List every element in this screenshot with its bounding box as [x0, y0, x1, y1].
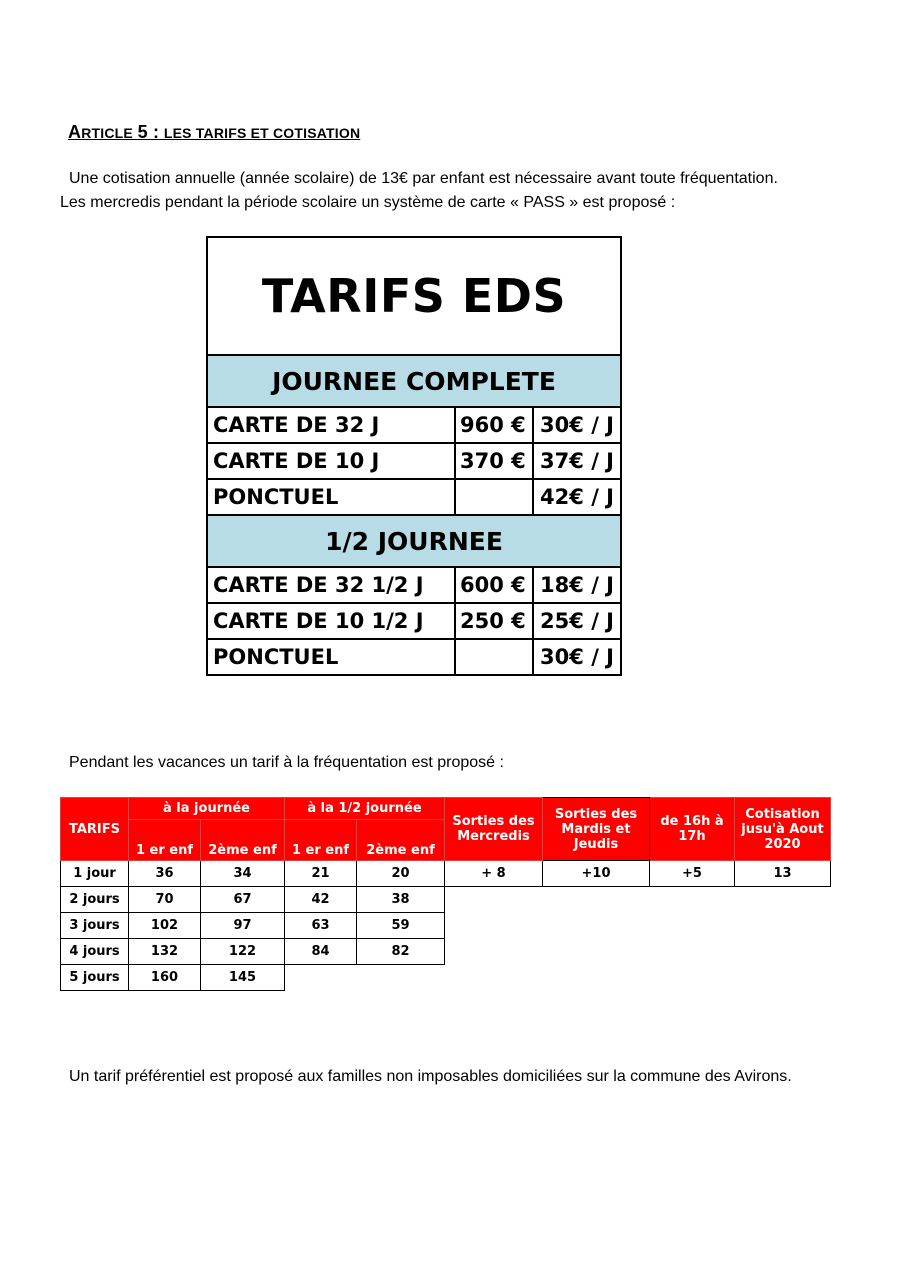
table-row [207, 443, 621, 479]
header-16h-17h: de 16h à 17h [650, 798, 735, 861]
table-row [207, 479, 621, 515]
section-journee-complete: JOURNEE COMPLETE [207, 355, 621, 407]
article-subject: LES TARIFS ET COTISATION [163, 125, 361, 141]
cell-cotisation: 13 [735, 861, 831, 887]
row-price: 250 € [455, 603, 533, 639]
header-cotisation: Cotisation jusu'à Aout 2020 [735, 798, 831, 861]
cell-journee-enf2: 145 [201, 965, 285, 991]
empty-cell [445, 939, 831, 965]
cell-demi-enf2: 82 [357, 939, 445, 965]
cotisation-paragraph: Une cotisation annuelle (année scolaire) de 13€ par enfant est nécessaire avant toute fréquentation. [69, 170, 778, 187]
empty-cell [445, 887, 831, 913]
table-row [61, 965, 831, 991]
row-label: 1 jour [61, 861, 129, 887]
header-demi-enf1: 1 er enf [285, 820, 357, 861]
row-price [455, 479, 533, 515]
cell-journee-enf2: 67 [201, 887, 285, 913]
table-row [61, 887, 831, 913]
cell-journee-enf2: 97 [201, 913, 285, 939]
cell-sorties-mardis: +10 [543, 861, 650, 887]
vacances-tarifs-table [60, 797, 831, 991]
row-label: 5 jours [61, 965, 129, 991]
article-prefix-rest: RTICLE [81, 125, 133, 141]
row-per-day: 25€ / J [533, 603, 621, 639]
row-label: CARTE DE 10 1/2 J [207, 603, 455, 639]
header-journee-enf1: 1 er enf [129, 820, 201, 861]
row-label: 3 jours [61, 913, 129, 939]
section-demi-journee: 1/2 JOURNEE [207, 515, 621, 567]
article-prefix-initial: A [68, 122, 82, 142]
cell-journee-enf1: 70 [129, 887, 201, 913]
vacances-paragraph: Pendant les vacances un tarif à la fréquentation est proposé : [69, 754, 504, 771]
row-price: 960 € [455, 407, 533, 443]
row-per-day: 18€ / J [533, 567, 621, 603]
cell-demi-enf1: 42 [285, 887, 357, 913]
table-row [207, 603, 621, 639]
empty-cell [285, 965, 831, 991]
row-label: CARTE DE 10 J [207, 443, 455, 479]
cell-demi-enf1: 84 [285, 939, 357, 965]
row-price: 600 € [455, 567, 533, 603]
table-row [207, 407, 621, 443]
table-row [207, 567, 621, 603]
tarif-preferentiel-paragraph: Un tarif préférentiel est proposé aux familles non imposables domiciliées sur la commune des Avirons. [69, 1068, 792, 1085]
cell-demi-enf1: 63 [285, 913, 357, 939]
cell-demi-enf1: 21 [285, 861, 357, 887]
row-label: PONCTUEL [207, 639, 455, 675]
article-number: 5 : [137, 122, 160, 142]
empty-cell [445, 913, 831, 939]
eds-table-title: TARIFS EDS [207, 237, 621, 355]
header-journee: à la journée [129, 798, 285, 820]
row-label: CARTE DE 32 J [207, 407, 455, 443]
row-per-day: 30€ / J [533, 407, 621, 443]
header-sorties-mardis-jeudis: Sorties des Mardis et Jeudis [543, 798, 650, 861]
cell-sorties-mercredis: + 8 [445, 861, 543, 887]
cell-journee-enf1: 102 [129, 913, 201, 939]
cell-journee-enf2: 122 [201, 939, 285, 965]
header-journee-enf2: 2ème enf [201, 820, 285, 861]
cell-journee-enf2: 34 [201, 861, 285, 887]
header-demi-enf2: 2ème enf [357, 820, 445, 861]
table-row [207, 639, 621, 675]
cell-16h-17h: +5 [650, 861, 735, 887]
header-tarifs: TARIFS [61, 798, 129, 861]
header-sorties-mercredis: Sorties des Mercredis [445, 798, 543, 861]
article-title [68, 122, 360, 143]
row-label: 4 jours [61, 939, 129, 965]
header-demi-journee: à la 1/2 journée [285, 798, 445, 820]
table-row [61, 913, 831, 939]
cell-journee-enf1: 36 [129, 861, 201, 887]
row-price [455, 639, 533, 675]
cell-demi-enf2: 38 [357, 887, 445, 913]
cell-journee-enf1: 132 [129, 939, 201, 965]
row-label: 2 jours [61, 887, 129, 913]
row-per-day: 37€ / J [533, 443, 621, 479]
cell-journee-enf1: 160 [129, 965, 201, 991]
table-row [61, 861, 831, 887]
row-label: CARTE DE 32 1/2 J [207, 567, 455, 603]
row-per-day: 42€ / J [533, 479, 621, 515]
table-row [61, 939, 831, 965]
pass-paragraph: Les mercredis pendant la période scolaire un système de carte « PASS » est proposé : [60, 194, 676, 211]
cell-demi-enf2: 59 [357, 913, 445, 939]
cell-demi-enf2: 20 [357, 861, 445, 887]
row-label: PONCTUEL [207, 479, 455, 515]
row-price: 370 € [455, 443, 533, 479]
row-per-day: 30€ / J [533, 639, 621, 675]
eds-tarifs-table [206, 236, 622, 676]
